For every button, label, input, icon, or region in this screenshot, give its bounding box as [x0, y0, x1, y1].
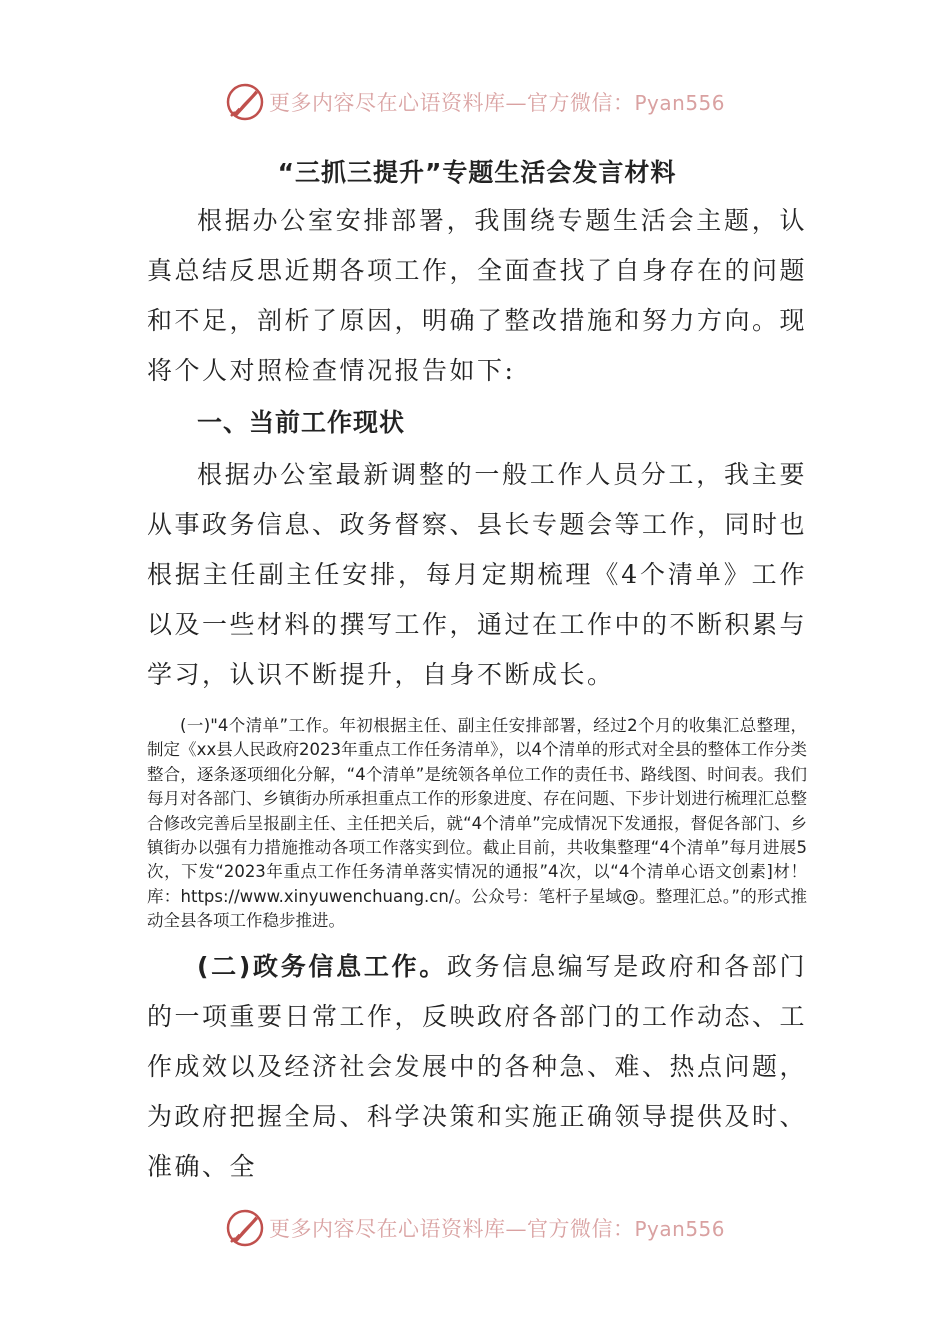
item-two-paragraph — [147, 942, 807, 1192]
banner-text: 更多内容尽在心语资料库—官方微信： — [268, 1217, 635, 1241]
item-one-paragraph: (一)"4个清单”工作。年初根据主任、副主任安排部署，经过2个月的收集汇总整理，制定《xx县人民政府2023年重点工作任务清单》，以4个清单的形式对全县的整体工作分类整合，逐条逐项细化分解，“4个清单”是统领各单位工作的责任书、路线图、时间表。我们每月对各部门、乡镇街办所承担重点工作的形象进度、存在问题、下步计划进行梳理汇总整合修改完善后呈报副主任、主任把关后，就“4个清单”完成情况下发通报，督促各部门、乡镇街办以强有力措施推动各项工作落实到位。截止目前，共收集整理“4个清单”每月进展5次，下发“2023年重点工作任务清单落实情况的通报”4次，以“4个清单心语文创素]材！库：https://www.xinyuwenchuang.cn/。公众号：笔杆子星域@。整理汇总。”的形式推动全县各项工作稳步推进。 — [147, 716, 807, 931]
item-two-lead: (二)政务信息工作。 — [197, 951, 447, 981]
intro-paragraph: 根据办公室安排部署，我围绕专题生活会主题，认真总结反思近期各项工作，全面查找了自身存在的问题和不足，剖析了原因，明确了整改措施和努力方向。现将个人对照检查情况报告如下: — [147, 206, 808, 385]
section-paragraph: 根据办公室最新调整的一般工作人员分工，我主要从事政务信息、政务督察、县长专题会等工作，同时也根据主任副主任安排，每月定期梳理《4个清单》工作以及一些材料的撰写工作，通过在工作中的不断积累与学习，认识不断提升，自身不断成长。 — [147, 460, 808, 689]
section-heading: 一、当前工作现状 — [197, 408, 406, 437]
footer-watermark-banner — [0, 1202, 950, 1254]
item-two-body: 政务信息编写是政府和各部门的一项重要日常工作，反映政府各部门的工作动态、工作成效以及经济社会发展中的各种急、难、热点问题，为政府把握全局、科学决策和实施正确领导提供及时、准确、全 — [147, 951, 808, 1181]
quill-logo-icon — [225, 82, 265, 122]
document-title: “三抓三提升”专题生活会发言材料 — [277, 158, 677, 187]
document-page — [147, 150, 807, 1192]
wechat-id: Pyan556 — [634, 91, 725, 115]
banner-text: 更多内容尽在心语资料库—官方微信： — [268, 91, 635, 115]
header-watermark-banner — [0, 76, 950, 128]
quill-logo-icon — [225, 1208, 265, 1248]
wechat-id: Pyan556 — [634, 1217, 725, 1241]
